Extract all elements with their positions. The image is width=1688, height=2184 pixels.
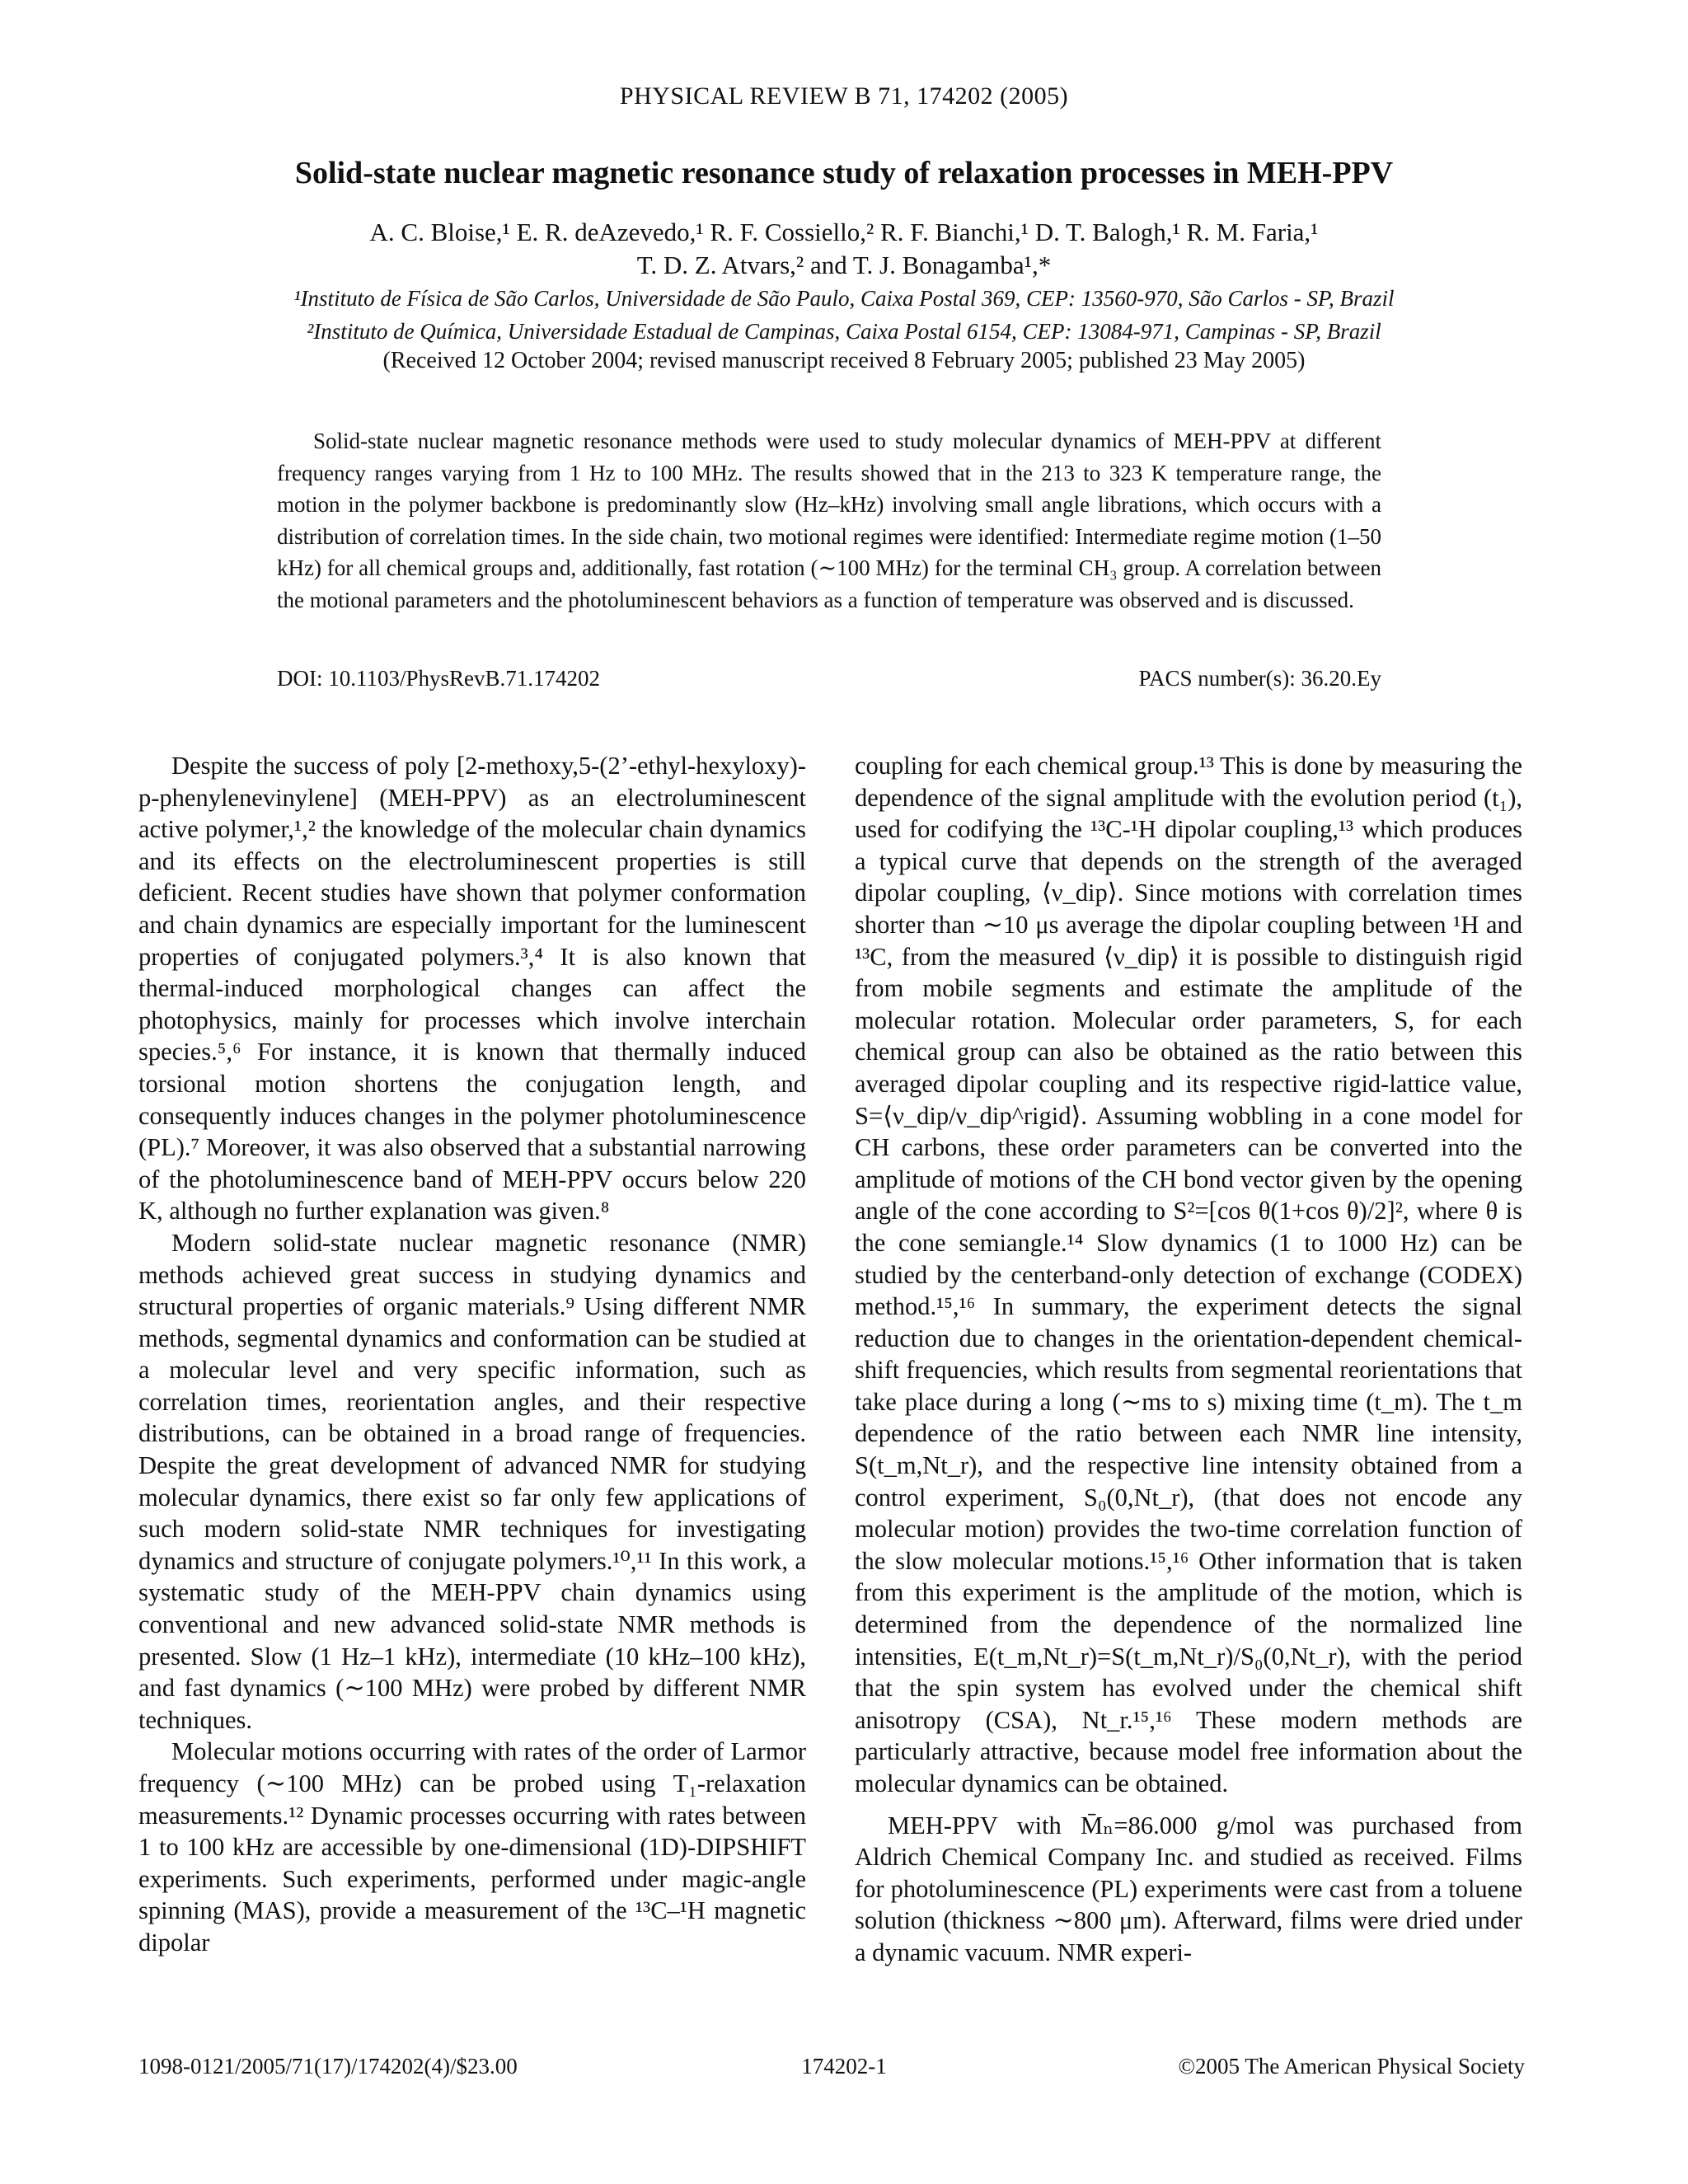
paragraph: coupling for each chemical group.¹³ This is done by measuring the dependence of the signal amplitude with the evolution period (t₁), used for codifying the ¹³C-¹H dipolar coupling,¹³ which produces a typical curve that depends on the strength of the averaged dipolar coupling, ⟨ν_dip⟩. Since motions with correlation times shorter than ∼10 μs average the dipolar coupling between ¹H and ¹³C, from the measured ⟨ν_dip⟩ it is possible to distinguish rigid from mobile segments and estimate the amplitude of the molecular rotation. Molecular order parameters, S, for each chemical group can also be obtained as the ratio between this averaged dipolar coupling and its respective rigid-lattice value, S=⟨ν_dip/ν_dip^rigid⟩. Assuming wobbling in a cone model for CH carbons, these order parameters can be converted into the amplitude of motions of the CH bond vector given by the opening angle of the cone according to S²=[cos θ(1+cos θ)/2]², where θ is the cone semiangle.¹⁴ Slow dynamics (1 to 1000 Hz) can be studied by the centerband-only detection of exchange (CODEX) method.¹⁵,¹⁶ In summary, the experiment detects the signal reduction due to changes in the orientation-dependent chemical-shift frequencies, which results from segmental reorientations that take place during a long (∼ms to s) mixing time (t_m). The t_m dependence of the ratio between each NMR line intensity, S(t_m,Nt_r), and the respective line intensity obtained from a control experiment, S₀(0,Nt_r), (that does not encode any molecular motion) provides the two-time correlation function of the slow molecular motions.¹⁵,¹⁶ Other information that is taken from this experiment is the amplitude of the motion, which is determined from the dependence of the normalized line intensities, E(t_m,Nt_r)=S(t_m,Nt_r)/S₀(0,Nt_r), with the period that the spin system has evolved under the chemical shift anisotropy (CSA), Nt_r.¹⁵,¹⁶ These modern methods are particularly attractive, because model free information about the molecular dynamics can be obtained. — [855, 752, 1522, 1797]
author-list — [165, 216, 1523, 282]
authors-line-1: A. C. Bloise,¹ E. R. deAzevedo,¹ R. F. Cossiello,² R. F. Bianchi,¹ D. T. Balogh,¹ R. M. Faria,¹ — [369, 218, 1319, 246]
affiliation-1: ¹Instituto de Física de São Carlos, Universidade de São Paulo, Caixa Postal 369, CEP: 13560-970, São Carlos - SP, Brazil — [293, 286, 1395, 311]
journal-header: PHYSICAL REVIEW B 71, 174202 (2005) — [619, 82, 1069, 110]
paragraph: Despite the success of poly [2-methoxy,5-(2’-ethyl-hexyloxy)-p-phenylenevinylene] (MEH-PPV) as an electroluminescent active polymer,¹,² the knowledge of the molecular chain dynamics and its effects on the electroluminescent properties is still deficient. Recent studies have shown that polymer conformation and chain dynamics are especially important for the luminescent properties of conjugated polymers.³,⁴ It is also known that thermal-induced morphological changes can affect the photophysics, mainly for processes which involve interchain species.⁵,⁶ For instance, it is known that thermally induced torsional motion shortens the conjugation length, and consequently induces changes in the polymer photoluminescence (PL).⁷ Moreover, it was also observed that a substantial narrowing of the photoluminescence band of MEH-PPV occurs below 220 K, although no further explanation was given.⁸ — [138, 752, 806, 1226]
footer-issn: 1098-0121/2005/71(17)/174202(4)/$23.00 — [138, 2054, 518, 2079]
body-column-left — [138, 750, 806, 1959]
footer-page-number: 174202-1 — [801, 2054, 887, 2079]
paper-title: Solid-state nuclear magnetic resonance study of relaxation processes in MEH-PPV — [294, 156, 1394, 190]
affiliation-2: ²Instituto de Química, Universidade Estadual de Campinas, Caixa Postal 6154, CEP: 13084-971, Campinas - SP, Brazil — [307, 319, 1381, 344]
paragraph: Modern solid-state nuclear magnetic resonance (NMR) methods achieved great success in studying dynamics and structural properties of organic materials.⁹ Using different NMR methods, segmental dynamics and conformation can be studied at a molecular level and very specific information, such as correlation times, reorientation angles, and their respective distributions, can be obtained in a broad range of frequencies. Despite the great development of advanced NMR for studying molecular dynamics, there exist so far only few applications of such modern solid-state NMR techniques for investigating dynamics and structure of conjugate polymers.¹⁰,¹¹ In this work, a systematic study of the MEH-PPV chain dynamics using conventional and new advanced solid-state NMR methods is presented. Slow (1 Hz–1 kHz), intermediate (10 kHz–100 kHz), and fast dynamics (∼100 MHz) were probed by different NMR techniques. — [138, 1228, 806, 1734]
pacs-number: PACS number(s): 36.20.Ey — [1138, 666, 1381, 691]
paragraph: MEH-PPV with M̄ₙ=86.000 g/mol was purchased from Aldrich Chemical Company Inc. and studied as received. Films for photoluminescence (PL) experiments were cast from a toluene solution (thickness ∼800 μm). Afterward, films were dried under a dynamic vacuum. NMR experi- — [855, 1811, 1522, 1966]
paragraph: Molecular motions occurring with rates of the order of Larmor frequency (∼100 MHz) can be probed using T₁-relaxation measurements.¹² Dynamic processes occurring with rates between 1 to 100 kHz are accessible by one-dimensional (1D)-DIPSHIFT experiments. Such experiments, performed under magic-angle spinning (MAS), provide a measurement of the ¹³C–¹H magnetic dipolar — [138, 1737, 806, 1957]
body-column-right — [855, 750, 1522, 1969]
footer-copyright: ©2005 The American Physical Society — [1178, 2054, 1525, 2079]
authors-line-2: T. D. Z. Atvars,² and T. J. Bonagamba¹,* — [636, 251, 1052, 279]
doi-link[interactable]: DOI: 10.1103/PhysRevB.71.174202 — [277, 666, 601, 691]
received-dates: (Received 12 October 2004; revised manuscript received 8 February 2005; published 23 May 2005) — [382, 348, 1306, 373]
abstract: Solid-state nuclear magnetic resonance methods were used to study molecular dynamics of MEH-PPV at different frequency ranges varying from 1 Hz to 100 MHz. The results showed that in the 213 to 323 K temperature range, the motion in the polymer backbone is predominantly slow (Hz–kHz) involving small angle librations, which occurs with a distribution of correlation times. In the side chain, two motional regimes were identified: Intermediate regime motion (1–50 kHz) for all chemical groups and, additionally, fast rotation (∼100 MHz) for the terminal CH₃ group. A correlation between the motional parameters and the photoluminescent behaviors as a function of temperature was observed and is discussed. — [277, 429, 1381, 612]
